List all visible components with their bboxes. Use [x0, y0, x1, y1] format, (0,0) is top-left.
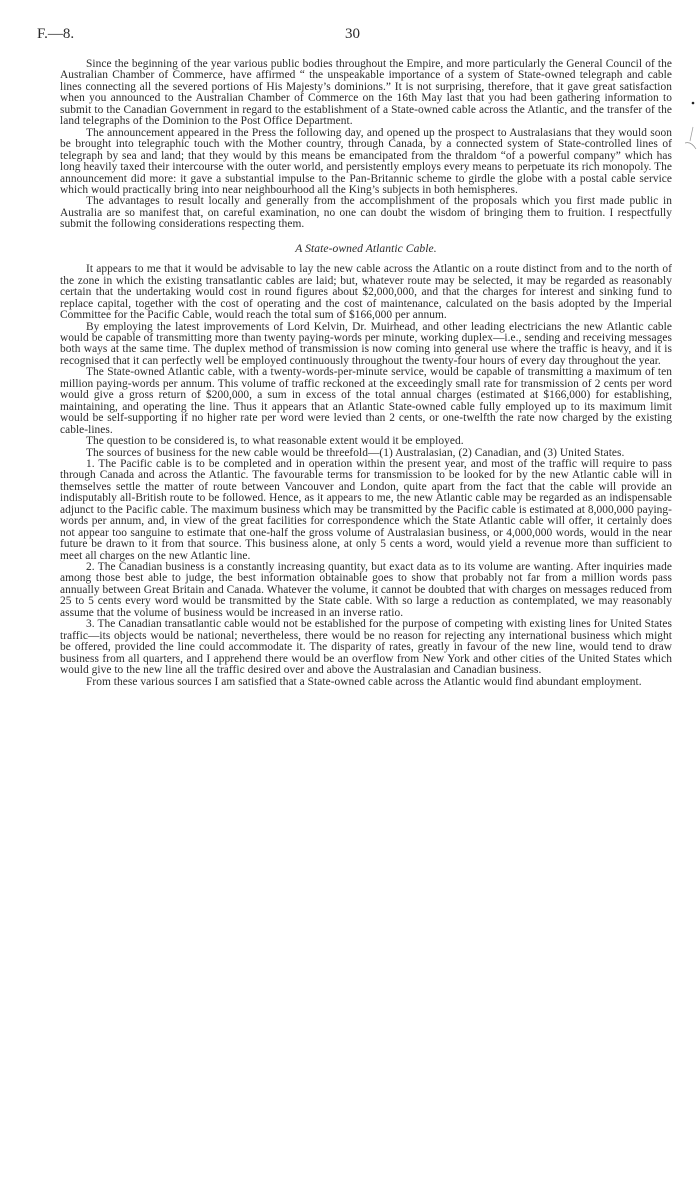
- paragraph: The question to be considered is, to what reasonable extent would it be employed.: [86, 435, 464, 448]
- section-heading: A State-owned Atlantic Cable.: [295, 241, 437, 255]
- paragraph: 3. The Canadian transatlantic cable would not be established for the purpose of competing with existing lines for United States traffic—its objects would be national; nevertheless, there would be no reason for rejecting any international business which might be offered, provided the line could accommodate it. The disparity of rates, greatly in favour of the new line, would tend to draw business from all quarters, and I apprehend there would be an overflow from New York and other cities of the United States which would give to the new line all the traffic desired over and above the Australasian and Canadian business.: [60, 618, 672, 677]
- page-number: 30: [345, 26, 360, 42]
- paragraph: From these various sources I am satisfied that a State-owned cable across the Atlantic would find abundant employment.: [86, 675, 642, 688]
- margin-marks: [685, 95, 700, 155]
- paragraph: The State-owned Atlantic cable, with a twenty-words-per-minute service, would be capable of transmitting a maximum of ten million paying-words per annum. This volume of traffic reckoned at the exceedingly small rate for transmission of 2 cents per word would give a gross return of $200,000, a sum in excess of the total annual charges (estimated at $166,000) for establishing, maintaining, and operating the line. Thus it appears that an Atlantic State-owned cable fully employed up to its maximum limit would be self-supporting if no higher rate per word were levied than 2 cents, or one-twelfth the rate now charged by the existing cable-lines.: [60, 366, 672, 436]
- paragraph: The announcement appeared in the Press the following day, and opened up the prospect to Australasians that they would soon be brought into telegraphic touch with the Mother country, through Canada, by a connected system of State-controlled lines of telegraph by sea and land; that they would by this means be emancipated from the thraldom “of a powerful company” which has long heavily taxed their intercourse with the outer world, and persistently employs every means to perpetuate its rich monopoly. The announcement did more: it gave a substantial impulse to the Pan-Britannic scheme to girdle the globe with a postal cable service which would practically bring into near neighbourhood all the King’s subjects in both hemispheres.: [60, 126, 672, 196]
- document-reference: F.—8.: [37, 26, 75, 42]
- paragraph: 2. The Canadian business is a constantly increasing quantity, but exact data as to its volume are wanting. After inquiries made among those best able to judge, the best information obtainable goes to show that probably not far from a million words pass annually between Great Britain and Canada. Whatever the volume, it cannot be doubted that with charges on messages reduced from 25 to 5 cents every word would be transmitted by the State cable. With so large a reduction as contemplated, we may reasonably assume that the volume of business would be increased in an inverse ratio.: [60, 561, 672, 619]
- page-header: [37, 26, 700, 46]
- paragraph: The advantages to result locally and generally from the accomplishment of the proposals which you first made public in Australia are so manifest that, on careful examination, no one can doubt the wisdom of bringing them to fruition. I respectfully submit the following considerations respecting them.: [60, 195, 672, 231]
- paragraph: The sources of business for the new cable would be threefold—(1) Australasian, (2) Canadian, and (3) United States.: [86, 446, 625, 459]
- paragraph: 1. The Pacific cable is to be completed and in operation within the present year, and most of the traffic will require to pass through Canada and across the Atlantic. The favourable terms for transmission to be looked for by the new Atlantic cable will in themselves settle the matter of route between Vancouver and London, quite apart from the fact that the cable will provide an indisputably all-British route to be followed. Hence, as it appears to me, the new Atlantic cable may be regarded as an indispensable adjunct to the Pacific cable. The maximum business which may be transmitted by the Pacific cable is estimated at 8,000,000 paying-words per annum, and, in view of the great facilities for correspondence which the State Atlantic cable will offer, it certainly does not appear too sanguine to estimate that one-half the gross volume of Australasian business, or 4,000,000 words, would in the near future be drawn to it from that source. This business alone, at only 5 cents a word, would yield a revenue more than sufficient to meet all charges on the new Atlantic line.: [60, 457, 672, 562]
- document-body: [60, 59, 672, 688]
- paragraph: Since the beginning of the year various public bodies throughout the Empire, and more particularly the General Council of the Australian Chamber of Commerce, have affirmed “ the unspeakable importance of a system of State-owned telegraph and cable lines connecting all the severed portions of His Majesty’s dominions.” It is not surprising, therefore, that it gave great satisfaction when you announced to the Australian Chamber of Commerce on the 16th May last that you had been gathering information to submit to the Canadian Government in regard to the establishment of a State-owned cable across the Atlantic, and the transfer of the land telegraphs of the Dominion to the Post Office Department.: [60, 58, 672, 128]
- paragraph: By employing the latest improvements of Lord Kelvin, Dr. Muirhead, and other leading electricians the new Atlantic cable would be capable of transmitting more than twenty paying-words per minute, working duplex—i.e., sending and receiving messages both ways at the same time. The duplex method of transmission is now coming into general use where the traffic is heavy, and it is recognised that it can perfectly well be employed continuously throughout the twenty-four hours of every day throughout the year.: [60, 320, 672, 367]
- paragraph: It appears to me that it would be advisable to lay the new cable across the Atlantic on a route distinct from and to the north of the zone in which the existing transatlantic cables are laid; but, whatever route may be selected, it may be regarded as reasonably certain that the undertaking would cost in round figures about $2,000,000, and that the charges for interest and sinking fund to replace capital, together with the cost of operating and the cost of maintenance, calculated on the basis adopted by the Imperial Committee for the Pacific Cable, would reach the total sum of $166,000 per annum.: [60, 263, 672, 322]
